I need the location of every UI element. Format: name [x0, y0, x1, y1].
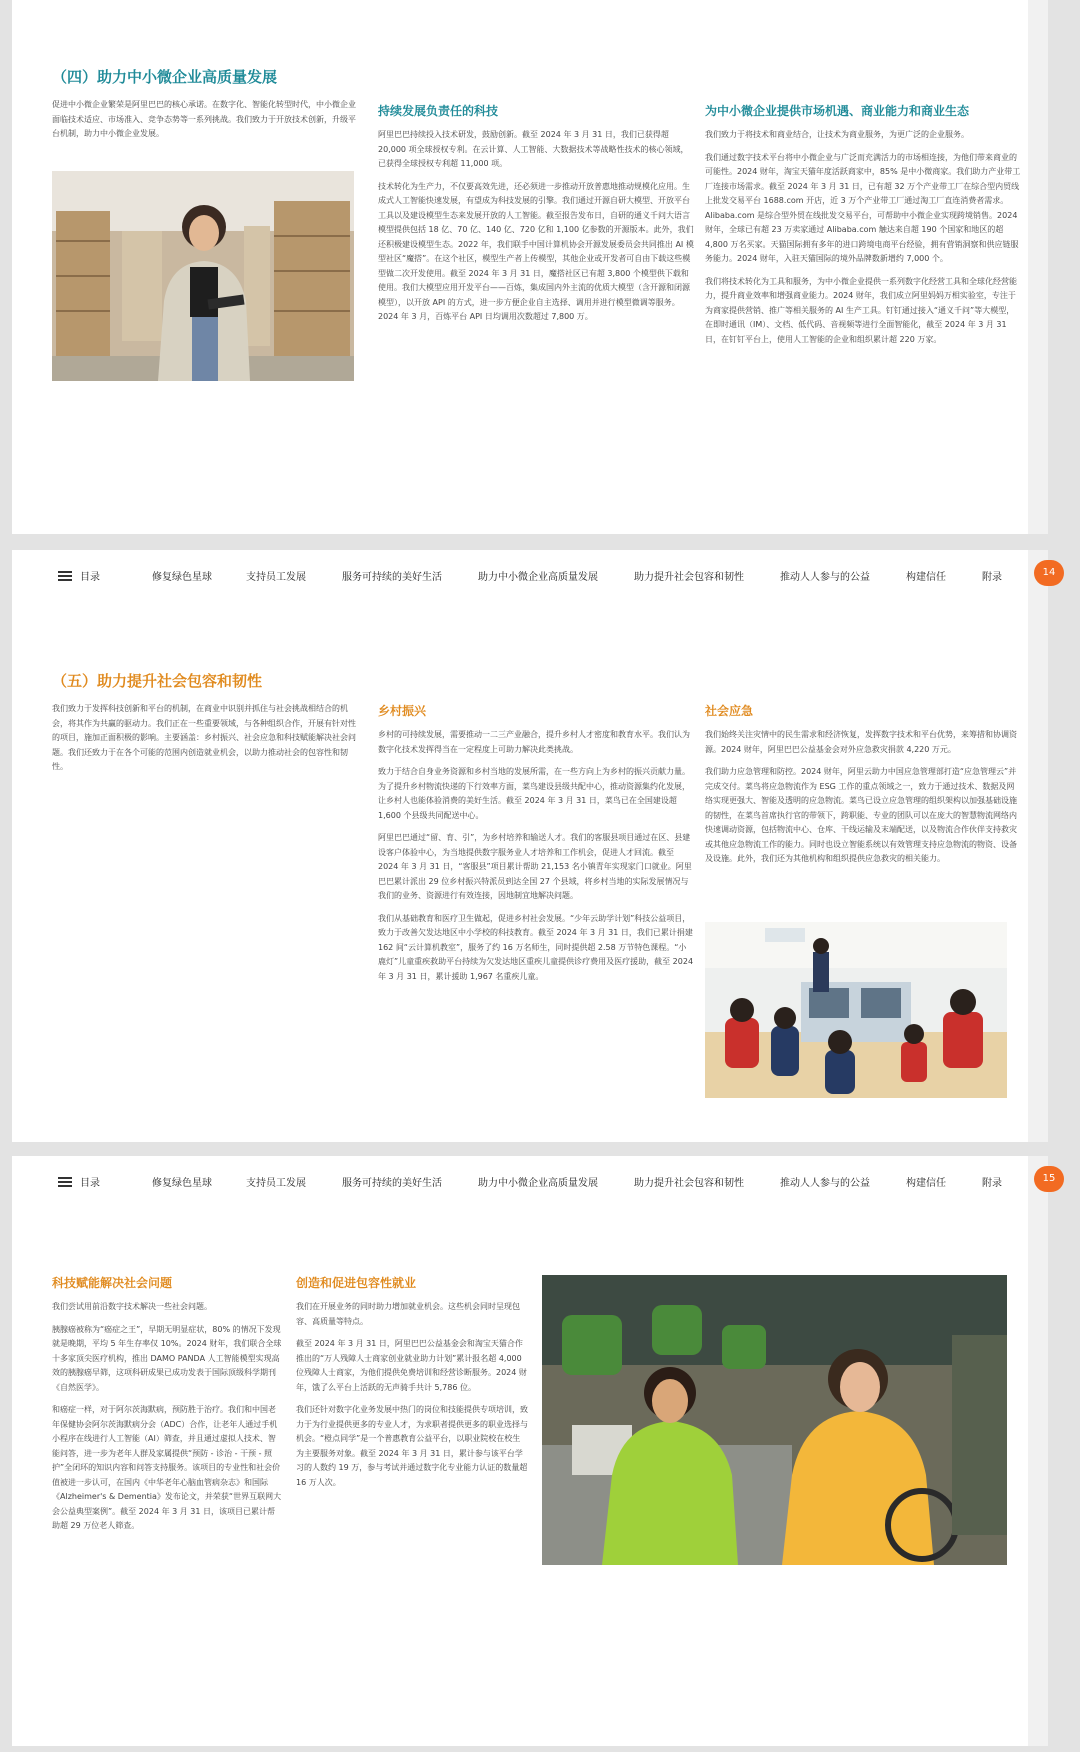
section-title: （五）助力提升社会包容和韧性: [52, 672, 263, 690]
column-text-emergency-response: [705, 728, 1021, 875]
paragraph: 胰腺癌被称为“癌症之王”，早期无明显症状，80% 的情况下发现就是晚期，平均 5 年生存率仅 10%。2024 财年，我们联合全球十多家顶尖医疗机构，推出 DAMO PANDA 人工智能模型实现高效的胰腺癌早筛，这项科研成果已成功发表于国际顶级科学期刊《自然医学》。: [52, 1324, 282, 1392]
section-intro: [52, 98, 362, 150]
paragraph: 乡村的可持续发展，需要推动一二三产业融合，提升乡村人才密度和教育水平。我们认为数字化技术发挥得当在一定程度上可助力解决此类挑战。: [378, 730, 690, 754]
paragraph: 截至 2024 年 3 月 31 日，阿里巴巴公益基金会和淘宝天猫合作推出的“万人残障人士商家创业就业助力计划”累计报名超 4,000 位残障人士商家，为他们提供免费培训和经营诊断服务。2024 财年，饿了么平台上活跃的无声骑手共计 5,786 位。: [296, 1339, 527, 1392]
paragraph: 和癌症一样，对于阿尔茨海默病，预防胜于治疗。我们和中国老年保健协会阿尔茨海默病分会（ADC）合作，让老年人通过手机小程序在线进行人工智能（AI）筛查，并且通过虚拟人技术、智能问答，进一步为老年人群及家属提供“预防 - 诊治 - 干预 - 照护”全闭环的知识内容和问答支持服务。该项目的专业性和社会价值被进一步认可，在国内《中华老年心脑血管病杂志》和国际《Alzheimer's & Dementia》发布论文，并荣获“世界互联网大会公益典型案例”。截至 2024 年 3 月 31 日，该项目已累计帮助超 29 万位老人筛查。: [52, 1405, 282, 1530]
paragraph: 致力于结合自身业务资源和乡村当地的发展所需，在一些方向上为乡村的振兴贡献力量。为了提升乡村物流快递的下行效率方面，菜鸟建设县级共配中心，推动资源集约化发展，让乡村人也能体验消费的美好生活。截至 2024 年 3 月 31 日，菜鸟已在全国建设超 1,600 个县级共同配送中心。: [378, 767, 690, 820]
nav-item-trust[interactable]: 构建信任: [906, 572, 946, 583]
page-edge: [1028, 0, 1048, 534]
section-title: （四）助力中小微企业高质量发展: [52, 68, 278, 86]
column-text-sme-opportunities: [705, 128, 1021, 355]
nav-item-social-resilience[interactable]: 助力提升社会包容和韧性: [634, 1178, 744, 1189]
paragraph: 我们在开展业务的同时助力增加就业机会。这些机会同时呈现包容、高质量等特点。: [296, 1302, 520, 1326]
column-title-inclusive-employment: 创造和促进包容性就业: [296, 1276, 417, 1290]
nav-items: [152, 568, 1002, 583]
nav-item-green-planet[interactable]: 修复绿色星球: [152, 572, 212, 583]
paragraph: 阿里巴巴通过“留、育、引”，为乡村培养和输送人才。我们的客服县项目通过在区、县建设客户体验中心，为当地提供数字服务业人才培养和工作机会，促进人才回流。截至 2024 年 3 月 31 日，“客服县”项目累计帮助 21,153 名小镇青年实现家门口就业。阿里巴巴累计派出 29 位乡村振兴特派员到达全国 27 个县域，将乡村当地的实际发展情况与我们的业务、资源进行有效连接，因地制宜地解决问题。: [378, 833, 692, 900]
inclusive-workshop-photo: [542, 1275, 1007, 1565]
top-navigation: [12, 550, 1056, 602]
column-title-rural-revitalization: 乡村振兴: [378, 704, 427, 718]
paragraph: 技术转化为生产力，不仅要高效先进，还必须进一步推动开放普惠地推动规模化应用。生成式人工智能快速发展，有望成为科技发展的引擎。我们通过开源自研大模型、开放平台工具以及建设模型生态来发展开放的人工智能。截至报告发布日，自研的通义千问大语言模型提供包括 18 亿、70 亿、140 亿、720 亿和 1,100 亿参数的开源版本。此外，我们还积极建设模型生态。2022 年，我们联手中国计算机协会开源发展委员会共同推出 AI 模型社区“魔搭”。在这个社区，模型生产者上传模型，其他企业或开发者可自由下载这些模型做二次开发使用。截至 2024 年 3 月 31 日，魔搭社区已有超 3,800 个模型供下载和使用。我们大模型应用开发平台——百炼，集成国内外主流的优质大模型（含开源和闭源模型），以开放 API 的方式，进一步方便企业自主选择、调用并进行模型微调等服务。2024 年 3 月，百炼平台 API 日均调用次数超过 7,800 万。: [378, 181, 694, 321]
nav-item-employee-development[interactable]: 支持员工发展: [246, 572, 306, 583]
paragraph: 阿里巴巴持续投入技术研发，鼓励创新。截至 2024 年 3 月 31 日，我们已获得超 20,000 项全球授权专利。在云计算、人工智能、大数据技术等战略性技术的核心领域，已获得全球授权专利超 11,000 项。: [378, 130, 689, 168]
nav-item-employee-development[interactable]: 支持员工发展: [246, 1178, 306, 1189]
column-text-rural-revitalization: [378, 728, 694, 992]
hamburger-icon: [58, 1177, 72, 1187]
top-navigation: [12, 1156, 1056, 1208]
nav-item-trust[interactable]: 构建信任: [906, 1178, 946, 1189]
nav-items: [152, 1174, 1002, 1189]
warehouse-worker-photo: [52, 171, 354, 381]
report-page-15: [12, 1156, 1056, 1746]
nav-item-green-planet[interactable]: 修复绿色星球: [152, 1178, 212, 1189]
menu-button[interactable]: [58, 1174, 100, 1189]
report-page-14: [12, 550, 1056, 1142]
page-number-badge: 15: [1034, 1166, 1064, 1192]
column-text-inclusive-employment: [296, 1300, 528, 1498]
classroom-photo: [705, 922, 1007, 1098]
paragraph: 我们致力于将技术和商业结合，让技术为商业服务，为更广泛的企业服务。: [705, 130, 969, 139]
paragraph: 我们始终关注灾情中的民生需求和经济恢复，发挥数字技术和平台优势，来筹措和协调资源。2024 财年，阿里巴巴公益基金会对外应急救灾捐款 4,220 万元。: [705, 730, 1017, 754]
column-title-tech-for-social-problems: 科技赋能解决社会问题: [52, 1276, 173, 1290]
column-text-tech-for-social-problems: [52, 1300, 282, 1542]
paragraph: 我们通过数字技术平台将中小微企业与广泛而充满活力的市场相连接，为他们带来商业的可能性。2024 财年，淘宝天猫年度活跃商家中，85% 是中小微商家。我们助力产业带工厂连接市场需求。截至 2024 年 3 月 31 日，已有超 32 万个产业带工厂在综合型内贸线上批发交易平台 1688.com 开店，近 3 万个产业带工厂通过淘工厂直连消费者需求。Alibaba.com 是综合型外贸在线批发交易平台，可帮助中小微企业实现跨境销售。2024 财年，全球已有超 23 万卖家通过 Alibaba.com 触达来自超 190 个国家和地区的超 4,800 万名买家。天猫国际拥有多年的进口跨境电商平台经验，拥有营销洞察和供应链服务能力。2024 财年，入驻天猫国际的境外品牌数新增约 7,000 个。: [705, 152, 1021, 263]
column-title-emergency-response: 社会应急: [705, 704, 754, 718]
page-edge: [1028, 550, 1048, 1142]
nav-item-sme-development[interactable]: 助力中小微企业高质量发展: [478, 572, 598, 583]
intro-paragraph: 我们致力于发挥科技创新和平台的机制，在商业中识别并抓住与社会挑战相结合的机会，将其作为共赢的驱动力。我们正在一些重要领域，与各种组织合作，开展有针对性的项目，施加正面积极的影响。主要涵盖：乡村振兴、社会应急和科技赋能解决社会问题。我们还致力于在各个可能的范围内创造就业机会，以助力推动社会的包容性和韧性。: [52, 704, 356, 771]
menu-button[interactable]: [58, 568, 100, 583]
section-intro: [52, 702, 362, 783]
menu-label: 目录: [80, 572, 100, 583]
report-page-13: [12, 0, 1048, 534]
nav-item-appendix[interactable]: 附录: [982, 572, 1002, 583]
nav-item-sustainable-life[interactable]: 服务可持续的美好生活: [342, 1178, 442, 1189]
page-edge: [1028, 1156, 1048, 1746]
nav-item-public-welfare[interactable]: 推动人人参与的公益: [780, 572, 870, 583]
page-number-badge: 14: [1034, 560, 1064, 586]
nav-item-sme-development[interactable]: 助力中小微企业高质量发展: [478, 1178, 598, 1189]
nav-item-social-resilience[interactable]: 助力提升社会包容和韧性: [634, 572, 744, 583]
nav-item-sustainable-life[interactable]: 服务可持续的美好生活: [342, 572, 442, 583]
column-text-responsible-tech: [378, 128, 694, 333]
menu-label: 目录: [80, 1178, 100, 1189]
paragraph: 我们从基础教育和医疗卫生做起，促进乡村社会发展。“少年云助学计划”科技公益项目，致力于改善欠发达地区中小学校的科技教育。截至 2024 年 3 月 31 日，我们已累计捐建 162 间“云计算机教室”，服务了约 16 万名师生，同时提供超 2.58 万节特色课程。“小鹿灯”儿童重疾救助平台持续为欠发达地区重疾儿童提供诊疗费用及医疗援助，截至 2024 年 3 月 31 日，累计援助 1,967 名重疾儿童。: [378, 913, 694, 981]
paragraph: 我们还针对数字化业务发展中热门的岗位和技能提供专项培训，致力于为行业提供更多的专业人才，为求职者提供更多的职业选择与机会。“橙点同学”是一个普惠教育公益平台，以职业院校在校生为主要服务对象。截至 2024 年 3 月 31 日，累计参与该平台学习的人数约 19 万，参与考试并通过数字化专业能力认证的数量超 16 万人次。: [296, 1405, 528, 1487]
nav-item-public-welfare[interactable]: 推动人人参与的公益: [780, 1178, 870, 1189]
column-title-sme-opportunities: 为中小微企业提供市场机遇、商业能力和商业生态: [705, 104, 970, 118]
column-title-responsible-tech: 持续发展负责任的科技: [378, 104, 499, 118]
intro-paragraph: 促进中小微企业繁荣是阿里巴巴的核心承诺。在数字化、智能化转型时代，中小微企业面临技术适应、市场准入、竞争态势等一系列挑战。我们致力于开放技术创新，升级平台机制，助力中小微企业发展。: [52, 100, 356, 138]
paragraph: 我们尝试用前沿数字技术解决一些社会问题。: [52, 1302, 212, 1311]
paragraph: 我们将技术转化为工具和服务，为中小微企业提供一系列数字化经营工具和全球化经营能力，提升商业效率和增强商业能力。2024 财年，我们成立阿里妈妈万相实验室，专注于为商家提供营销、推广等相关服务的 AI 生产工具。钉钉通过接入“通义千问”等大模型，在即时通讯（IM）、文档、低代码、音视频等进行全面智能化，截至 2024 年 3 月 31 日，在钉钉平台上，使用人工智能的企业和组织累计超 220 万家。: [705, 276, 1017, 344]
nav-item-appendix[interactable]: 附录: [982, 1178, 1002, 1189]
hamburger-icon: [58, 571, 72, 581]
paragraph: 我们助力应急管理和防控。2024 财年，阿里云助力中国应急管理部打造“应急管理云”并完成交付。菜鸟将应急物流作为 ESG 工作的重点领域之一，致力于通过技术、数据及网络实现更强大、智能及透明的应急物流。菜鸟已设立应急管理的组织架构以加强基础设施的韧性，在菜鸟首席执行官的带领下，跨职能、专业的团队可以在庞大的智慧物流网络内快速调动资源，包括物流中心、仓库、干线运输及末端配送，以及物流合作伙伴支持救灾或其他应急物流工作的能力。同时也设立智能系统以有效管理支持应急物流的物资、设备及设施。此外，我们还为其他机构和组织提供应急救灾的相关能力。: [705, 767, 1017, 863]
